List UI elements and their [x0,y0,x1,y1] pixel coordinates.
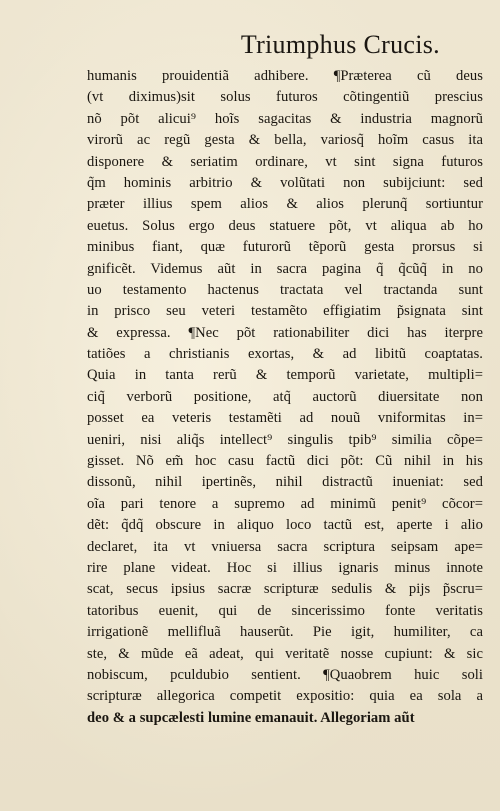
running-head-title: Triumphus Crucis. [240,30,440,59]
text-line: dẽt: q̃dq̃ obscure in aliquo loco tactũ est, aperte i alio [87,517,483,534]
text-line: nõ põt alicui⁹ hoĩs sagacitas & industria magnorũ [87,110,483,127]
text-line: irrigationẽ mellifluã hauserũt. Pie igit, humiliter, ca [87,624,483,641]
text-line: ueniri, nisi aliq̃s intellect⁹ singulis tpib⁹ similia cõpe= [87,431,483,448]
text-line: virorũ ac regũ gesta & bella, variosq̃ hoĩm casus ita [87,132,483,149]
text-line: humanis prouidentiã adhibere. ¶Præterea cũ deus [87,68,483,84]
text-line: gnificẽt. Videmus aũt in sacra pagina q̃ q̃cũq̃ in no [87,260,483,277]
text-line: in prisco seu veteri testamẽto effigiatim p̃signata sint [87,303,483,320]
text-line: deo & a supcælesti lumine emanauit. Allegoriam aũt [87,709,415,726]
text-line: scat, secus ipsius sacræ scripturæ sedulis & pijs p̃scru= [87,581,483,598]
text-line: disponere & seriatim ordinare, vt sint signa futuros [87,153,483,170]
text-line: dissonũ, nihil ipertinẽs, nihil distractũ inueniat: sed [87,474,483,491]
text-line: q̃m hominis arbitrio & volũtati non subijciunt: sed [87,174,483,191]
text-line: oĩa pari tenore a supremo ad minimũ penit⁹ cõcor= [87,495,483,512]
text-line: uo testamento hactenus tractata vel tractanda sunt [87,281,483,298]
text-line: præter illius spem alios & alios plerunq̃ sortiuntur [87,196,483,213]
text-line: gisset. Nõ em̃ hoc casu factũ dici põt: Cũ nihil in his [87,453,483,470]
text-line: minibus fiant, quæ futurorũ tẽporũ gesta prorsus si [87,239,483,256]
text-line: declaret, ita vt vniuersa sacra scriptura seipsam ape= [87,538,483,555]
text-line: Quia in tanta rerũ & temporũ varietate, multipli= [87,367,483,384]
text-line: euetus. Solus ergo deus statuere põt, vt aliqua ab ho [87,217,483,234]
text-line: rire plane videat. Hoc si illius ignaris minus innote [87,559,483,576]
text-line: ste, & mũde eã adeat, qui veritatẽ nosse cupiunt: & sic [87,645,483,662]
text-line: tatoribus euenit, qui de sincerissimo fonte veritatis [87,602,483,619]
body-text-block [87,66,483,729]
text-line: scripturæ allegorica competit expositio: quia ea sola a [87,688,483,705]
text-line: (vt diximus)sit solus futuros cõtingentiũ prescius [87,89,483,106]
text-line: tatiões a christianis exortas, & ad libitũ coaptatas. [87,346,483,363]
text-line: nobiscum, pculdubio sentient. ¶Quaobrem huic soli [87,666,483,683]
text-line: posset ea veteris testamẽti ad nouũ vniformitas in= [87,410,483,427]
text-line: ciq̃ verborũ positione, atq̃ auctorũ diuersitate non [87,388,483,405]
text-line: & expressa. ¶Nec põt rationabiliter dici has iterpre [87,324,483,341]
